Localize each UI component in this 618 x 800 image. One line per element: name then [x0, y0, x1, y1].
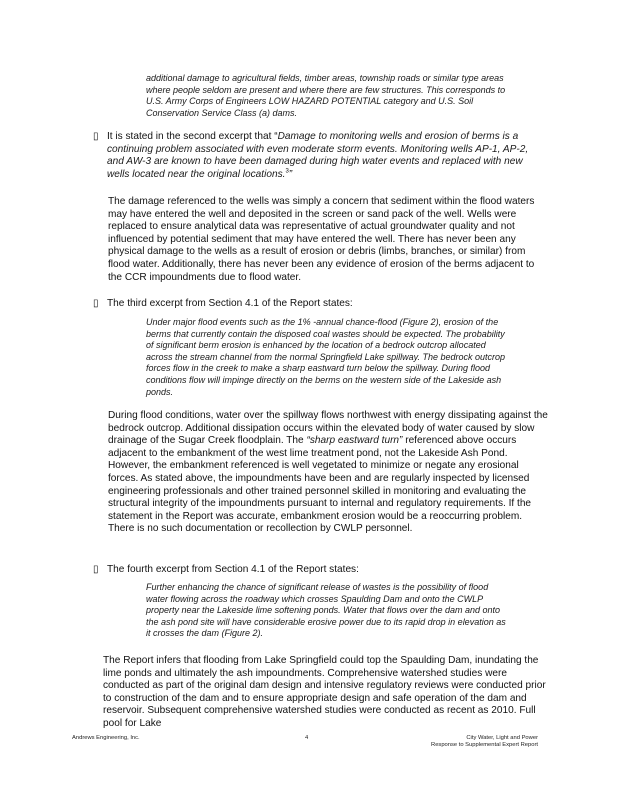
excerpt-2-lead: It is stated in the second excerpt that “ [107, 131, 278, 142]
response-paragraph-2 [108, 410, 548, 536]
quote-continuation: additional damage to agricultural fields, timber areas, township roads or similar type areas where people seldom are present and where there are few structures. This corresponds to U.S. Army Corps of Engineers LOW HAZARD POTENTIAL category and U.S. Soil Conservation Service Class (a) dams. [146, 73, 506, 118]
bullet-box-icon: ▯ [93, 564, 99, 575]
excerpt-4-bullet [93, 564, 533, 577]
paragraph-2-italic: “sharp eastward turn” [306, 435, 403, 447]
excerpt-2-quote: Damage to monitoring wells and erosion of berms is a continuing problem associated with even moderate storm events. Monitoring wells AP-1, AP-2, and AW-3 are known to have been damaged during high water events and replaced with new wells located near the original locations. [107, 131, 529, 180]
excerpt-2-bullet [93, 131, 545, 181]
excerpt-3-quote: Under major flood events such as the 1% -annual chance-flood (Figure 2), erosion of the berms that currently contain the disposed coal wastes should be expected. The probability of significant berm erosion is enhanced by the location of a bedrock outcrop allocated across the stream channel from the normal Springfield Lake spillway. The bedrock outcrop forces flow in the creek to make a sharp eastward turn below the spillway. During flood conditions flow will impinge directly on the berms on the western side of the Lakeside ash ponds. [146, 317, 506, 397]
excerpt-4-intro: The fourth excerpt from Section 4.1 of the Report states: [107, 564, 359, 575]
paragraph-2-before: During flood conditions, water over the spillway flows northwest with energy dissipating against the bedrock outcrop. Additional dissipation occurs within the elevated body of water caused by slow drainage of the Sugar Creek floodplain. The [108, 410, 548, 447]
footer-company: Andrews Engineering, Inc. [72, 735, 140, 741]
excerpt-2-close-quote: ” [288, 168, 293, 180]
footnote-ref: 3 [285, 168, 289, 175]
footer-page-number: 4 [305, 735, 309, 741]
footer-document-title [418, 735, 538, 749]
response-paragraph-3: The Report infers that flooding from Lake Springfield could top the Spaulding Dam, inundating the lime ponds and ultimately the ash impoundments. Comprehensive watershed studies were conducted as part of the original dam design and intensive regulatory reviews were conducted prior to construction of the dam and to ensure appropriate design and safe operation of the dam and reservoir. Subsequent comprehensive watershed studies were conducted as recent as 2010. Full pool for Lake [103, 655, 546, 729]
excerpt-3-bullet [93, 298, 533, 311]
excerpt-2-text [107, 131, 545, 181]
response-paragraph-1: The damage referenced to the wells was simply a concern that sediment within the flood waters may have entered the well and deposited in the screen or sand pack of the well. Wells were replaced to ensure analytical data was representative of actual groundwater quality and not influenced by potential sediment that may have entered the well. There has never been any physical damage to the wells as a result of erosion or debris (limbs, branches, or similar) from flood water. Additionally, there has never been any evidence of erosion of the berms adjacent to the CCR impoundments due to flood water. [108, 196, 535, 283]
footer-title-line-2: Response to Supplemental Expert Report [431, 742, 538, 749]
excerpt-4-quote: Further enhancing the chance of significant release of wastes is the possibility of flood water flowing across the roadway which crosses Spaulding Dam and onto the CWLP property near the Lakeside lime softening ponds. Water that flows over the dam and onto the ash pond site will have considerable erosive power due to its rapid drop in elevation as it crosses the dam (Figure 2). [146, 582, 506, 639]
paragraph-2-after: referenced above occurs adjacent to the embankment of the west lime treatment pond, not the Lakeside Ash Pond. However, the embankment referenced is well vegetated to minimize or negate any erosional forces. As stated above, the impoundments have been and are regularly inspected by licensed engineering professionals and other trained personnel skilled in monitoring and evaluating the structural integrity of the impoundments pursuant to internal and regulatory requirements. If the statement in the Report was accurate, embankment erosion would be a reoccurring problem. There is no such documentation or recollection by CWLP personnel. [108, 435, 532, 535]
bullet-box-icon: ▯ [93, 298, 99, 309]
bullet-box-icon: ▯ [93, 131, 99, 142]
excerpt-3-intro: The third excerpt from Section 4.1 of the Report states: [107, 298, 353, 309]
footer-title-line-1: City Water, Light and Power [466, 735, 538, 741]
